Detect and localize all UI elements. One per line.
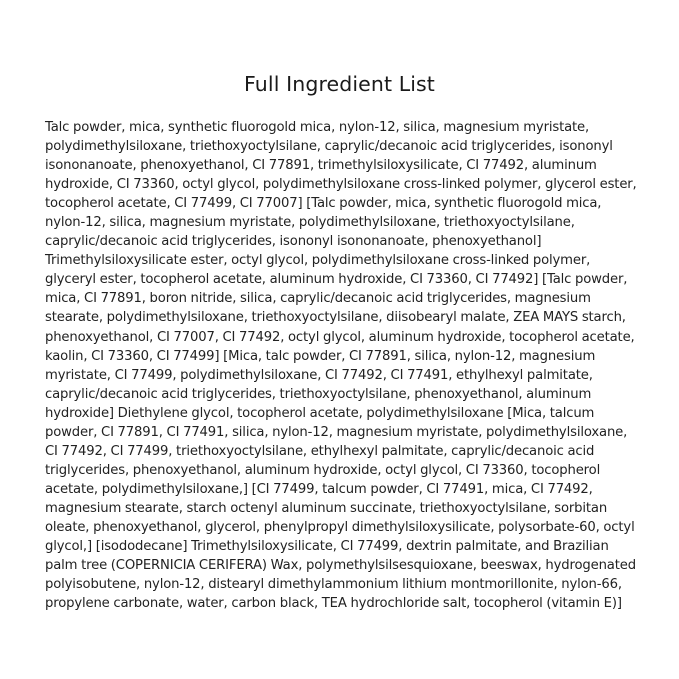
page-title: Full Ingredient List — [244, 72, 435, 96]
ingredients-paragraph: Talc powder, mica, synthetic fluorogold mica, nylon-12, silica, magnesium myristate, polydimethylsiloxane, triethoxyoctylsilane, caprylic/decanoic acid triglycerides, isononyl isononanoate, phenoxyethanol, CI 77891, trimethylsiloxysilicate, CI 77492, aluminum hydroxide, CI 73360, octyl glycol, polydimethylsiloxane cross-linked polymer, glycerol ester, tocopherol acetate, CI 77499, CI 77007] [Talc powder, mica, synthetic fluorogold mica, nylon-12, silica, magnesium myristate, polydimethylsiloxane, triethoxyoctylsilane, caprylic/decanoic acid triglycerides, isononyl isononanoate, phenoxyethanol] Trimethylsiloxysilicate ester, octyl glycol, polydimethylsiloxane cross-linked polymer, glyceryl ester, tocopherol acetate, aluminum hydroxide, CI 73360, CI 77492] [Talc powder, mica, CI 77891, boron nitride, silica, caprylic/decanoic acid triglycerides, magnesium stearate, polydimethylsiloxane, triethoxyoctylsilane, diisobearyl malate, ZEA MAYS starch, phenoxyethanol, CI 77007, CI 77492, octyl glycol, aluminum hydroxide, tocopherol acetate, kaolin, CI 73360, CI 77499] [Mica, talc powder, CI 77891, silica, nylon-12, magnesium myristate, CI 77499, polydimethylsiloxane, CI 77492, CI 77491, ethylhexyl palmitate, caprylic/decanoic acid triglycerides, triethoxyoctylsilane, phenoxyethanol, aluminum hydroxide] Diethylene glycol, tocopherol acetate, polydimethylsiloxane [Mica, talcum powder, CI 77891, CI 77491, silica, nylon-12, magnesium myristate, polydimethylsiloxane, CI 77492, CI 77499, triethoxyoctylsilane, ethylhexyl palmitate, caprylic/decanoic acid triglycerides, phenoxyethanol, aluminum hydroxide, octyl glycol, CI 73360, tocopherol acetate, polydimethylsiloxane,] [CI 77499, talcum powder, CI 77491, mica, CI 77492, magnesium stearate, starch octenyl aluminum succinate, triethoxyoctylsilane, sorbitan oleate, phenoxyethanol, glycerol, phenylpropyl dimethylsiloxysilicate, polysorbate-60, octyl glycol,] [isododecane] Trimethylsiloxysilicate, CI 77499, dextrin palmitate, and Brazilian palm tree (COPERNICIA CERIFERA) Wax, polymethylsilsesquioxane, beeswax, hydrogenated polyisobutene, nylon-12, distearyl dimethylammonium lithium montmorillonite, nylon-66, propylene carbonate, water, carbon black, TEA hydrochloride salt, tocopherol (vitamin E)] — [45, 120, 637, 612]
